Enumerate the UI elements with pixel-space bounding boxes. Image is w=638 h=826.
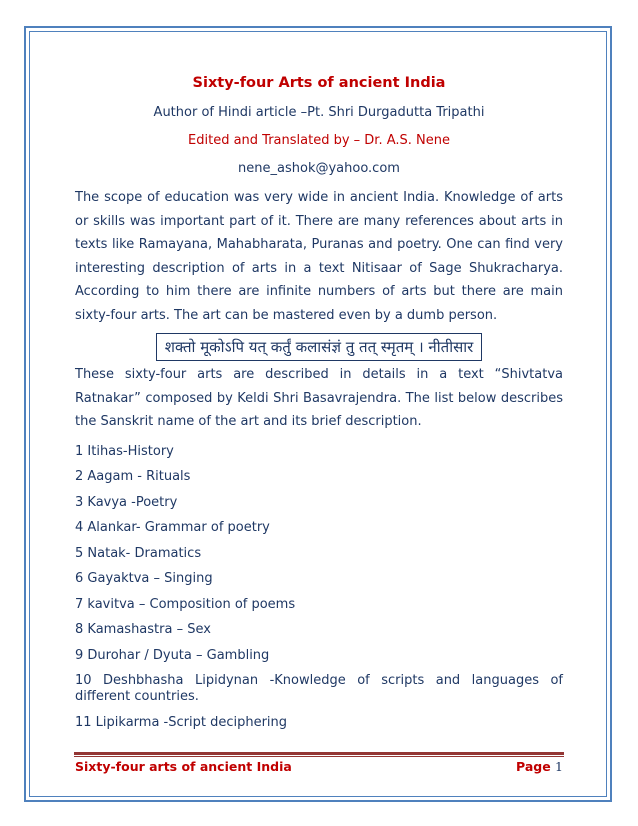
list-item: 11 Lipikarma -Script deciphering — [75, 714, 288, 730]
footer-page-indicator — [516, 759, 563, 774]
sanskrit-quote: शक्तो मूकोऽपि यत् कर्तुं कलासंज्ञं तु तत् स्मृतम् । नीतीसार — [156, 333, 483, 361]
list-item: 7 kavitva – Composition of poems — [75, 596, 296, 612]
list-item: 3 Kavya -Poetry — [75, 494, 178, 510]
list-item: 10 Deshbhasha Lipidynan -Knowledge of scripts and languages of different countries. — [75, 673, 563, 704]
footer-title: Sixty-four arts of ancient India — [75, 759, 292, 774]
email-address: nene_ashok@yahoo.com — [238, 161, 400, 176]
arts-list — [75, 444, 563, 731]
list-item: 4 Alankar- Grammar of poetry — [75, 520, 270, 535]
list-item: 2 Aagam - Rituals — [75, 469, 191, 484]
translator-line: Edited and Translated by – Dr. A.S. Nene — [188, 133, 450, 148]
intro-paragraph: The scope of education was very wide in ancient India. Knowledge of arts or skills was important part of it. There are many references about arts in texts like Ramayana, Mahabharata, Puranas and poetry. One can find very interesting description of arts in a text Nitisaar of Sage Shukracharya. According to him there are infinite numbers of arts but there are main sixty-four arts. The art can be mastered even by a dumb person. — [75, 190, 563, 323]
author-line: Author of Hindi article –Pt. Shri Durgadutta Tripathi — [153, 105, 485, 120]
sanskrit-quote-box — [75, 333, 563, 363]
footer-rule — [74, 752, 564, 755]
document-title: Sixty-four Arts of ancient India — [192, 75, 446, 91]
list-item: 1 Itihas-History — [75, 443, 174, 459]
list-item: 5 Natak- Dramatics — [75, 545, 202, 561]
footer-page-number: 1 — [555, 759, 563, 774]
list-item: 8 Kamashastra – Sex — [75, 622, 211, 637]
list-intro-paragraph: These sixty-four arts are described in details in a text “Shivtatva Ratnakar” composed by Keldi Shri Basavrajendra. The list below describes the Sanskrit name of the art and its brief description. — [75, 367, 563, 429]
page-footer — [75, 759, 563, 777]
list-item: 6 Gayaktva – Singing — [75, 571, 213, 586]
page-content — [75, 70, 563, 740]
footer-page-label: Page — [516, 759, 551, 774]
list-item: 9 Durohar / Dyuta – Gambling — [75, 647, 270, 663]
footer-rule-thin — [74, 756, 564, 757]
